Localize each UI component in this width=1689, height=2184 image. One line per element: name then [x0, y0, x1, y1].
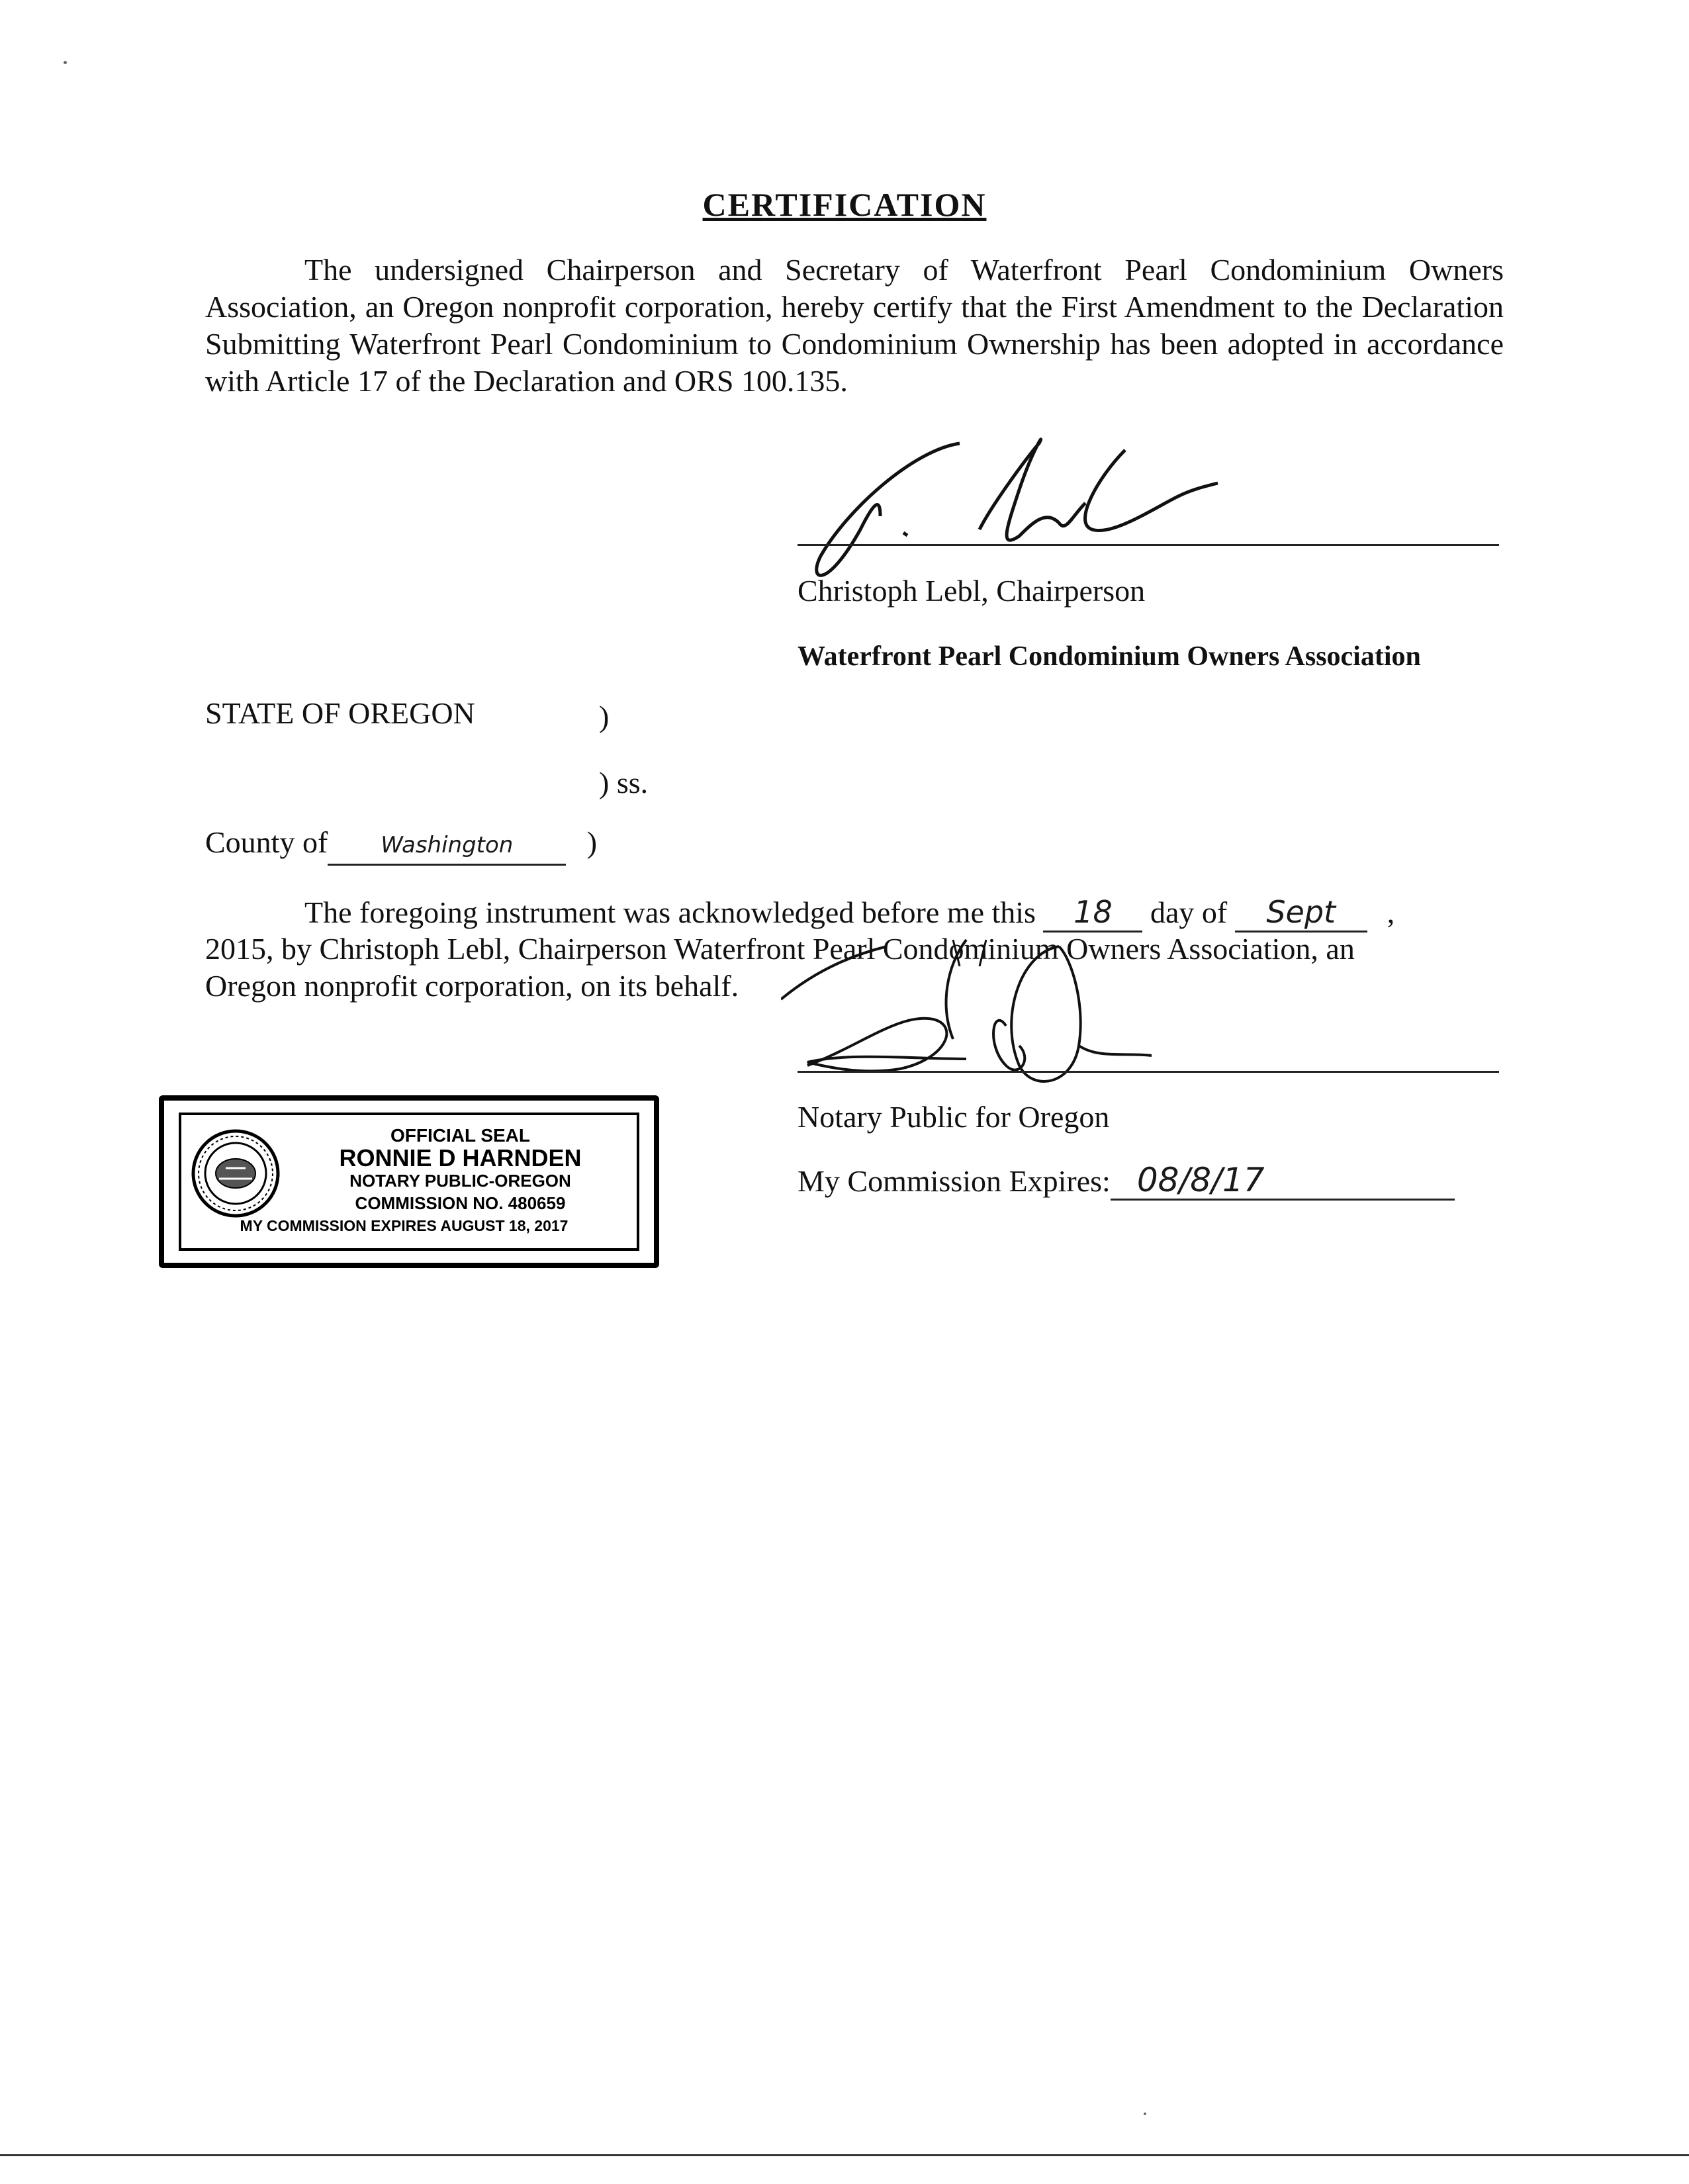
notary-seal-stamp: [159, 1095, 659, 1268]
stamp-text-block: [240, 1124, 630, 1237]
chairperson-signature: [781, 424, 1244, 596]
commission-value: 08/8/17: [1111, 1161, 1455, 1201]
ack-text-3: ,: [1387, 895, 1395, 929]
ack-text-2: day of: [1150, 895, 1228, 929]
commission-label: My Commission Expires:: [798, 1164, 1111, 1198]
county-value: Washington: [328, 827, 566, 866]
acknowledgment-line-3: Oregon nonprofit corporation, on its behalf.: [205, 969, 739, 1003]
venue-paren-3: ): [586, 825, 598, 859]
bottom-scan-line: [0, 2154, 1689, 2156]
document-title: CERTIFICATION: [702, 186, 987, 223]
seal-line-1: OFFICIAL SEAL: [390, 1125, 531, 1146]
chairperson-signature-line: [798, 544, 1499, 546]
certification-paragraph: [205, 251, 1504, 400]
ack-day: 18: [1043, 893, 1142, 933]
seal-line-3: NOTARY PUBLIC-OREGON: [349, 1171, 571, 1191]
scan-speck: [64, 61, 67, 64]
venue-paren-1: ): [599, 700, 610, 733]
venue-paren-ss: ) ss.: [599, 766, 649, 799]
notary-signature-line: [798, 1071, 1499, 1073]
county-label: County of: [205, 825, 328, 859]
stamp-inner-border: [179, 1113, 639, 1251]
commission-line: [798, 1161, 1455, 1201]
certification-text: The undersigned Chairperson and Secretary of Waterfront Pearl Condominium Owners Association, an Oregon nonprofit corporation, hereby certify that the First Amendment to the Declaration Submitting Waterfront Pearl Condominium to Condominium Ownership has been adopted in accordance with Article 17 of the Declaration and ORS 100.135.: [205, 253, 1504, 398]
seal-line-4: COMMISSION NO. 480659: [355, 1193, 566, 1213]
notary-signature: [781, 927, 1244, 1099]
ack-month: Sept: [1235, 893, 1367, 933]
chairperson-name: Christoph Lebl, Chairperson: [798, 574, 1146, 608]
ack-text-1: The foregoing instrument was acknowledged before me this: [304, 895, 1036, 929]
seal-line-2: RONNIE D HARNDEN: [339, 1144, 582, 1171]
acknowledgment-line-2: 2015, by Christoph Lebl, Chairperson Waterfront Pearl Condominium Owners Association, an: [205, 932, 1355, 966]
seal-line-5: MY COMMISSION EXPIRES AUGUST 18, 2017: [240, 1217, 569, 1234]
scan-speck: [1144, 2113, 1146, 2115]
notary-title: Notary Public for Oregon: [798, 1100, 1110, 1134]
association-name: Waterfront Pearl Condominium Owners Association: [798, 641, 1421, 672]
state-label: STATE OF OREGON: [205, 696, 475, 730]
state-seal-emblem: [189, 1127, 282, 1220]
county-line: [205, 824, 597, 866]
